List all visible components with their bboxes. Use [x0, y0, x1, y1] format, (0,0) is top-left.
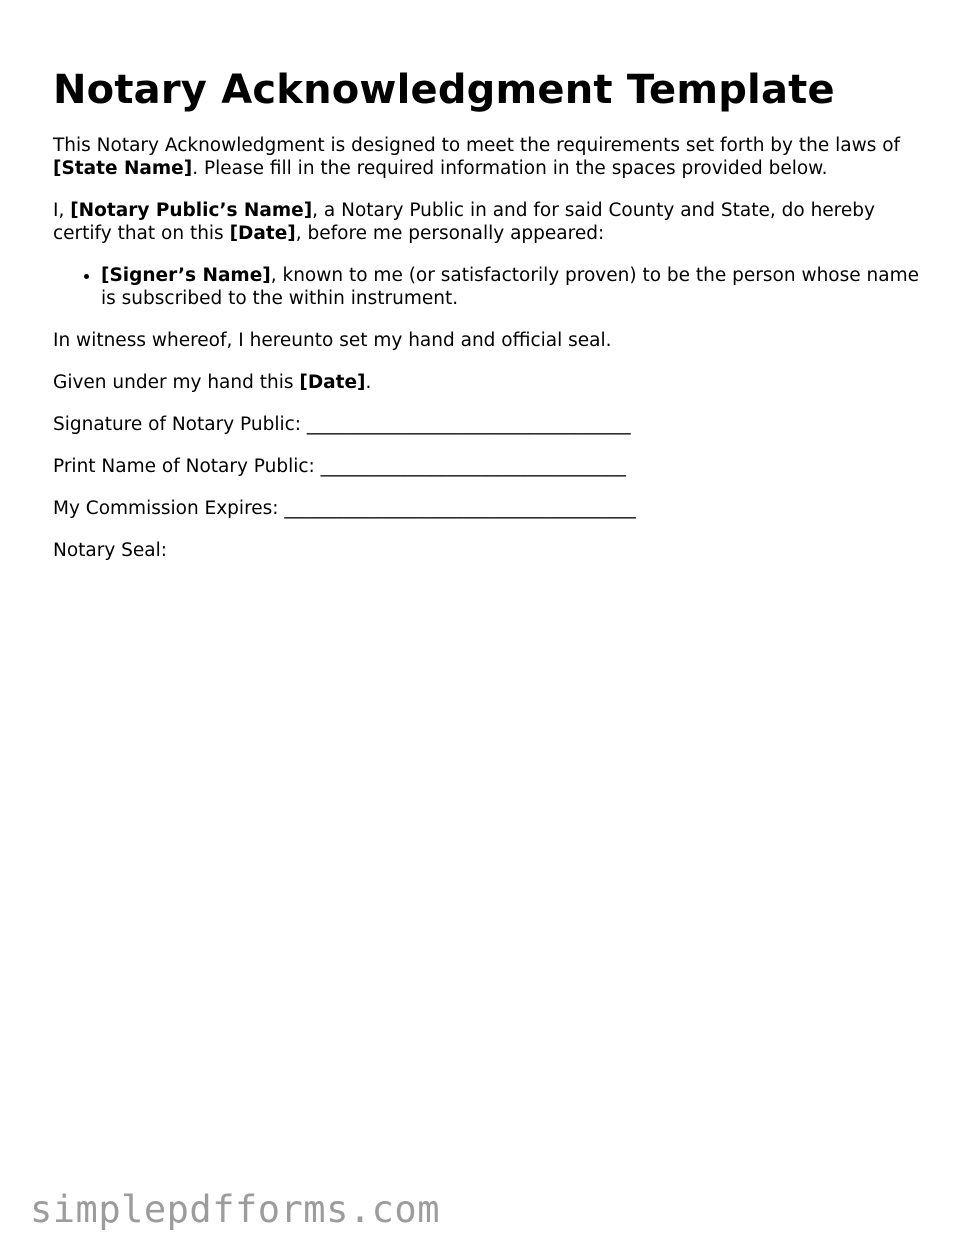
- certify-date-placeholder: [Date]: [229, 223, 296, 244]
- witness-paragraph: In witness whereof, I hereunto set my hand and official seal.: [53, 330, 612, 351]
- watermark: simplepdfforms.com: [30, 1188, 440, 1231]
- document-page: [53, 66, 923, 581]
- intro-text-end: . Please fill in the required information in the spaces provided below.: [192, 158, 828, 179]
- print-name-line: Print Name of Notary Public: _________________________________: [53, 456, 626, 477]
- certify-text-start: I,: [53, 200, 71, 221]
- signer-item-text: , known to me (or satisfactorily proven) to be the person whose name is subscribed to the within instrument.: [101, 265, 919, 309]
- certify-paragraph: [53, 199, 923, 245]
- notary-seal-label: Notary Seal:: [53, 540, 168, 561]
- certify-text-middle: , a Notary Public in and for said County and State, do hereby certify that on this: [53, 200, 875, 244]
- document-title: Notary Acknowledgment Template: [53, 67, 835, 113]
- intro-paragraph: [53, 134, 923, 180]
- commission-expires-line: My Commission Expires: ______________________________________: [53, 498, 636, 519]
- given-text-start: Given under my hand this: [53, 372, 300, 393]
- state-name-placeholder: [State Name]: [53, 158, 193, 179]
- given-paragraph: [53, 371, 923, 394]
- signer-list-item: [101, 264, 923, 310]
- given-date-placeholder: [Date]: [299, 372, 366, 393]
- signature-line: Signature of Notary Public: ___________________________________: [53, 414, 631, 435]
- certify-text-end: , before me personally appeared:: [295, 223, 605, 244]
- given-text-end: .: [365, 372, 372, 393]
- signer-name-placeholder: [Signer’s Name]: [101, 265, 271, 286]
- notary-name-placeholder: [Notary Public’s Name]: [70, 200, 313, 221]
- intro-text-start: This Notary Acknowledgment is designed to meet the requirements set forth by the laws of: [53, 135, 901, 156]
- signer-list: [53, 264, 923, 310]
